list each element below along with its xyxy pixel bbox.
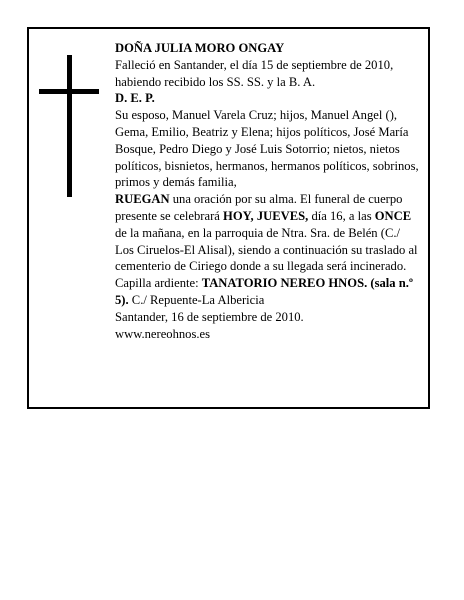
funeral-text-1: una oración por su alma. El funeral de cuerpo presente se celebrará (115, 192, 403, 223)
family-list: Su esposo, Manuel Varela Cruz; hijos, Manuel Angel (), Gema, Emilio, Beatriz y Elena; hijos políticos, José María Bosque, Pedro Diego y José Luis Sotorrio; nietos, nietos políticos, bisnietos, hermanos, hermanos políticos, sobrinos, primos y demás familia, (115, 108, 419, 190)
chapel-name: TANATORIO NEREO HNOS. (sala n.º 5). (115, 276, 414, 307)
website: www.nereohnos.es (115, 326, 211, 341)
deceased-name: DOÑA JULIA MORO ONGAY (115, 41, 285, 55)
funeral-day: HOY, JUEVES, (223, 208, 309, 223)
funeral-text-4: C./ Repuente-La Albericia (128, 292, 265, 307)
obituary-notice (27, 27, 430, 409)
rip-line: D. E. P. (115, 91, 155, 106)
funeral-hour: ONCE (374, 208, 412, 223)
ruegan-word: RUEGAN (115, 192, 170, 207)
funeral-text-3: de la mañana, en la parroquia de Ntra. Sra. de Belén (C./ Los Ciruelos-El Alisal), siendo a continuación su traslado al cementerio de Ciriego donde a su llegada será incinerado. Capilla ardiente: (115, 225, 418, 291)
funeral-text-2: día 16, a las (308, 208, 375, 223)
funeral-info (115, 191, 421, 309)
cross-icon (39, 55, 99, 197)
notice-body (115, 40, 421, 342)
place-date: Santander, 16 de septiembre de 2010. (115, 309, 304, 324)
death-info: Falleció en Santander, el día 15 de septiembre de 2010, habiendo recibido los SS. SS. y la B. A. (115, 57, 394, 89)
